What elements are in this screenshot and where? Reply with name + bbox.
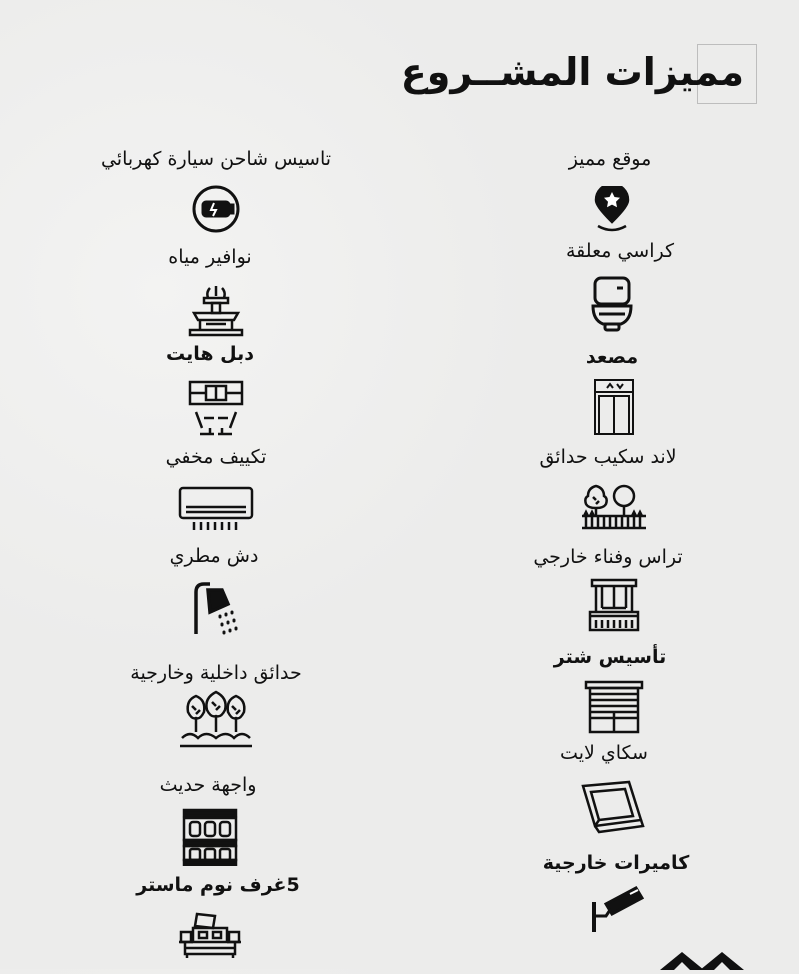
feature-label-location: موقع مميز [568,148,652,170]
feature-label-air-conditioner: تكييف مخفي [165,446,267,468]
gardens-icon [178,688,254,750]
feature-label-terrace: تراس وفناء خارجي [533,546,683,568]
air-conditioner-icon [178,486,254,532]
master-bedroom-icon [177,910,243,960]
rain-shower-icon [186,580,246,636]
feature-label-double-height: دبل هايت [165,343,255,365]
feature-label-cameras: كاميرات خارجية [542,852,690,874]
feature-label-skylight: سكاي لايت [560,742,648,764]
page-title: مميزات المشــروع [400,50,744,94]
location-pin-icon [592,186,632,234]
terrace-icon [586,578,642,634]
ev-charger-icon [188,184,244,234]
feature-label-master-bedroom: 5غرف نوم ماستر [136,874,300,896]
double-height-icon [186,378,246,440]
feature-label-landscape: لاند سكيب حدائق [539,446,677,468]
security-camera-icon [588,882,644,934]
elevator-icon [591,378,637,436]
feature-label-shutter: تأسيس شتر [553,646,667,668]
modern-facade-icon [182,808,238,866]
feature-label-modern-facade: واجهة حديث [159,774,257,796]
landscape-icon [580,482,648,532]
feature-label-fountain: نوافير مياه [168,246,252,268]
feature-label-elevator: مصعد [585,346,639,368]
feature-label-rain-shower: دش مطري [169,545,259,567]
feature-label-gardens: حدائق داخلية وخارجية [130,662,302,684]
fountain-icon [186,280,246,338]
brand-logo [660,948,750,974]
feature-label-suspended-toilet: كراسي معلقة [565,240,675,262]
suspended-toilet-icon [589,276,635,334]
skylight-icon [579,780,645,834]
shutter-icon [584,680,644,734]
feature-label-ev-charger: تاسيس شاحن سيارة كهربائي [100,148,332,170]
